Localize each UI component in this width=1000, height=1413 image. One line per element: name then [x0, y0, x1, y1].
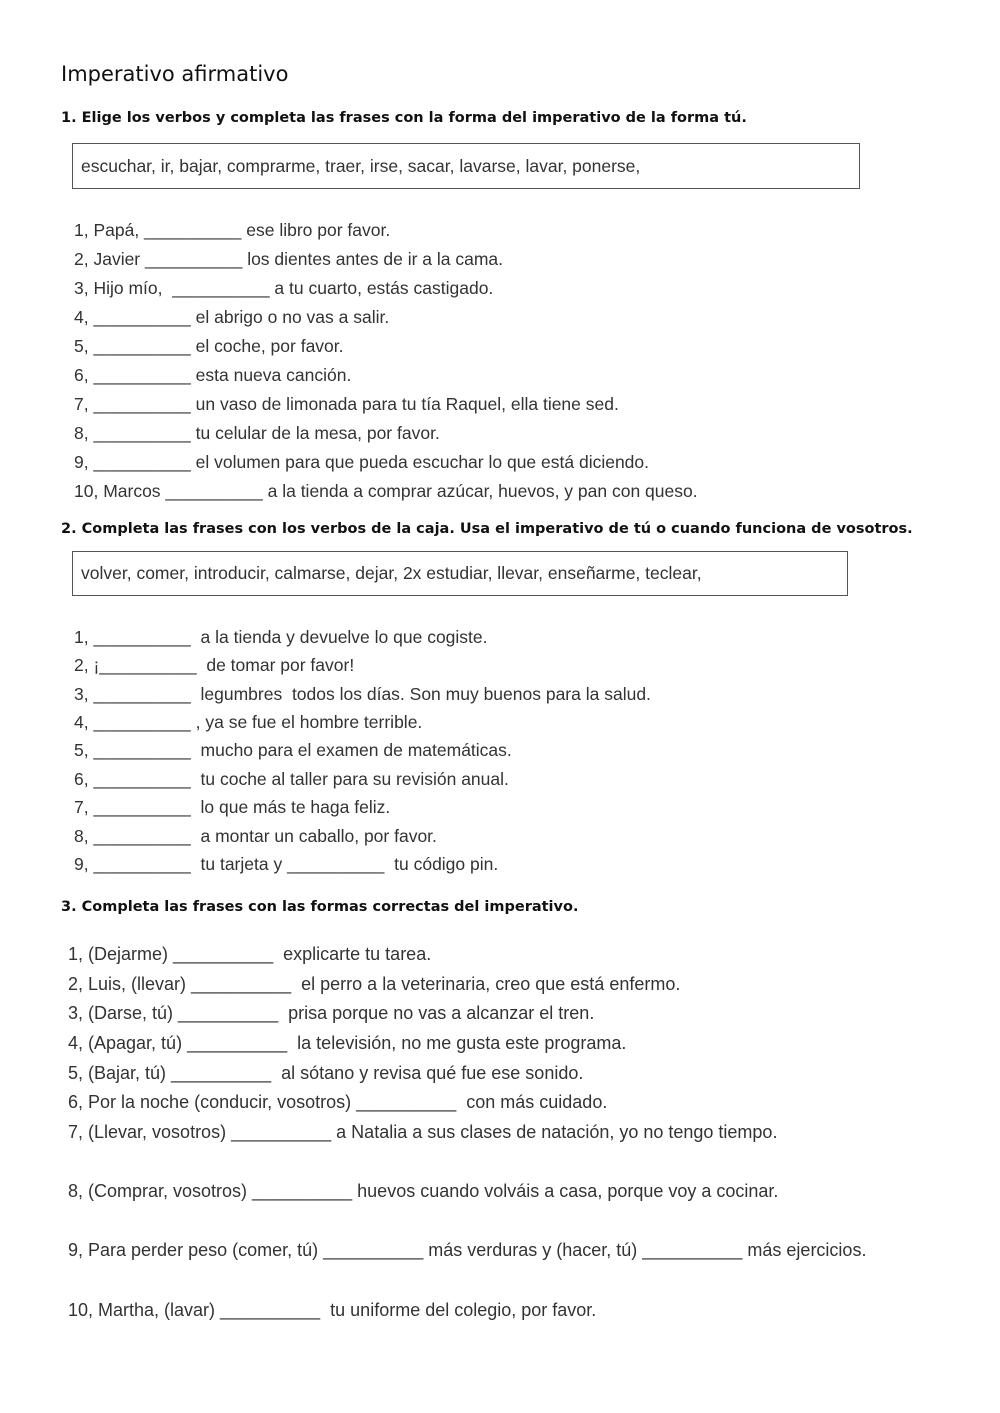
section2-item-8: 8, __________ a montar un caballo, por favor.	[74, 826, 437, 846]
page-title: Imperativo afirmativo	[61, 62, 289, 86]
section1-item-6: 6, __________ esta nueva canción.	[74, 365, 352, 385]
section2-item-3: 3, __________ legumbres todos los días. Son muy buenos para la salud.	[74, 684, 651, 704]
section2-verb-list: volver, comer, introducir, calmarse, dejar, 2x estudiar, llevar, enseñarme, teclear,	[81, 563, 702, 583]
section1-verb-list: escuchar, ir, bajar, comprarme, traer, irse, sacar, lavarse, lavar, ponerse,	[81, 155, 641, 176]
section1-item-1: 1, Papá, __________ ese libro por favor.	[74, 220, 391, 240]
section3-item-3: 3, (Darse, tú) __________ prisa porque no vas a alcanzar el tren.	[68, 1003, 595, 1023]
section3-item-4: 4, (Apagar, tú) __________ la televisión, no me gusta este programa.	[68, 1033, 627, 1053]
section3-item-6: 6, Por la noche (conducir, vosotros) __________ con más cuidado.	[68, 1092, 608, 1112]
section1-item-7: 7, __________ un vaso de limonada para tu tía Raquel, ella tiene sed.	[74, 394, 619, 414]
section2-heading: 2. Completa las frases con los verbos de la caja. Usa el imperativo de tú o cuando funciona de vosotros.	[61, 521, 913, 537]
section2-item-6: 6, __________ tu coche al taller para su revisión anual.	[74, 769, 509, 789]
section3-item-10: 10, Martha, (lavar) __________ tu uniforme del colegio, por favor.	[68, 1300, 597, 1320]
section2-item-1: 1, __________ a la tienda y devuelve lo que cogiste.	[74, 627, 488, 647]
section2-item-5: 5, __________ mucho para el examen de matemáticas.	[74, 740, 512, 760]
section1-item-2: 2, Javier __________ los dientes antes de ir a la cama.	[74, 249, 504, 269]
section3-item-9: 9, Para perder peso (comer, tú) __________ más verduras y (hacer, tú) __________ más ejercicios.	[68, 1240, 867, 1260]
section2-item-7: 7, __________ lo que más te haga feliz.	[74, 797, 391, 817]
section2-item-2: 2, ¡__________ de tomar por favor!	[74, 655, 355, 675]
section3-heading: 3. Completa las frases con las formas correctas del imperativo.	[61, 899, 579, 915]
section3-item-5: 5, (Bajar, tú) __________ al sótano y revisa qué fue ese sonido.	[68, 1063, 584, 1083]
section2-item-4: 4, __________ , ya se fue el hombre terrible.	[74, 712, 423, 732]
section1-item-8: 8, __________ tu celular de la mesa, por favor.	[74, 423, 440, 443]
section2-verb-box	[72, 551, 848, 596]
section1-item-5: 5, __________ el coche, por favor.	[74, 336, 344, 356]
section1-item-9: 9, __________ el volumen para que pueda escuchar lo que está diciendo.	[74, 452, 650, 472]
section1-verb-box	[72, 143, 860, 189]
section3-item-7: 7, (Llevar, vosotros) __________ a Natalia a sus clases de natación, yo no tengo tiempo.	[68, 1122, 778, 1142]
section1-item-4: 4, __________ el abrigo o no vas a salir.	[74, 307, 390, 327]
section1-item-3: 3, Hijo mío, __________ a tu cuarto, estás castigado.	[74, 278, 494, 298]
section2-item-9: 9, __________ tu tarjeta y __________ tu código pin.	[74, 854, 499, 874]
section3-item-8: 8, (Comprar, vosotros) __________ huevos cuando volváis a casa, porque voy a cocinar.	[68, 1181, 779, 1201]
section3-item-2: 2, Luis, (llevar) __________ el perro a la veterinaria, creo que está enfermo.	[68, 974, 681, 994]
section3-item-1: 1, (Dejarme) __________ explicarte tu tarea.	[68, 944, 432, 964]
section1-item-10: 10, Marcos __________ a la tienda a comprar azúcar, huevos, y pan con queso.	[74, 481, 698, 501]
section1-heading: 1. Elige los verbos y completa las frases con la forma del imperativo de la forma tú.	[61, 110, 747, 126]
